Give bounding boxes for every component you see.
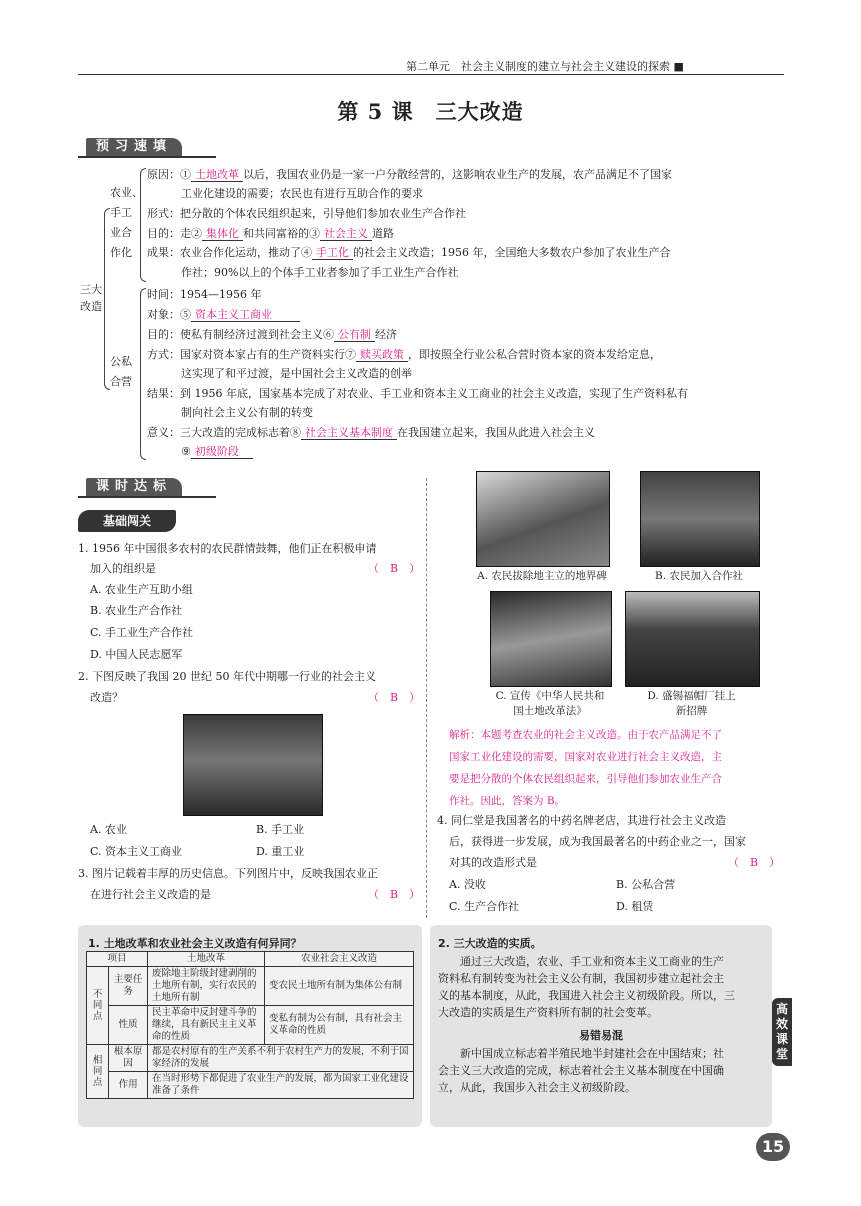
q3-photo-a xyxy=(476,471,610,567)
agri-label-3: 业合 xyxy=(110,226,132,239)
q2-option-c: C. 资本主义工商业 xyxy=(90,845,183,858)
answer-4: 手工化 xyxy=(312,246,353,260)
answer-7: 赎买政策 xyxy=(356,348,408,362)
q3-caption-b: B. 农民加入合作社 xyxy=(655,570,743,582)
q1-stem: 1. 1956 年中国很多农村的农民群情鼓舞，他们正在积极申请 xyxy=(78,542,377,555)
agri-label-2: 手工 xyxy=(110,206,132,219)
th-land-reform: 土地改革 xyxy=(148,952,265,967)
row-role-value: 在当时形势下都促进了农业生产的发展，都为国家工业化建设准备了条件 xyxy=(148,1072,414,1099)
priv-meaning-cont: ⑨ 初级阶段 xyxy=(181,445,253,459)
q4-option-c: C. 生产合作社 xyxy=(449,900,520,913)
priv-method-cont: 这实现了和平过渡，是中国社会主义改造的创举 xyxy=(181,367,412,380)
priv-object: 对象：⑤ 资本主义工商业 xyxy=(147,308,300,322)
q1-option-c: C. 手工业生产合作社 xyxy=(90,626,194,639)
q4-option-a: A. 没收 xyxy=(449,878,486,891)
agri-goal: 目的：走② 集体化 和共同富裕的③ 社会主义 道路 xyxy=(147,227,394,240)
q4-option-d: D. 租赁 xyxy=(616,900,654,913)
priv-result-cont: 制向社会主义公有制的转变 xyxy=(181,406,313,419)
q3-explanation-4: 作社。因此，答案为 B。 xyxy=(449,795,566,807)
priv-meaning: 意义：三大改造的完成标志着⑧ 社会主义基本制度 在我国建立起来，我国从此进入社会主义 xyxy=(147,426,595,439)
side-tab: 高 效 课 堂 xyxy=(772,998,792,1066)
priv-label-1: 公私 xyxy=(110,355,132,368)
note-left-title: 1. 土地改革和农业社会主义改造有何异同？ xyxy=(88,937,302,950)
q3-explanation-2: 国家工业化建设的需要，国家对农业进行社会主义改造，主 xyxy=(449,751,722,763)
q1-option-d: D. 中国人民志愿军 xyxy=(90,648,183,661)
q3-photo-b xyxy=(640,471,760,567)
agri-cause: 原因：① 土地改革 以后，我国农业仍是一家一户分散经营的，这影响农业生产的发展，农产品满足不了国家 xyxy=(147,168,672,181)
same-label: 相同点 xyxy=(87,1045,109,1099)
column-divider xyxy=(426,478,427,918)
answer-6: 公有制 xyxy=(334,328,375,342)
row-role-key: 作用 xyxy=(109,1072,148,1099)
q2-option-b: B. 手工业 xyxy=(256,823,305,836)
root-label-2: 改造 xyxy=(80,300,102,313)
answer-5: 资本主义工商业 xyxy=(191,308,300,322)
priv-label-2: 合营 xyxy=(110,375,132,388)
essence-text: 通过三大改造，农业、手工业和资本主义工商业的生产 资料私有制转变为社会主义公有制，我国初步建立起社会主 义的基本制度，从此，我国进入社会主义初级阶段。所以，三 大改造的实质是生产资料所有制的社会变革。 xyxy=(438,955,735,1019)
practice-banner: 课时达标 xyxy=(78,478,216,498)
q3-stem-cont: 在进行社会主义改造的是 xyxy=(90,888,211,901)
agri-form: 形式：把分散的个体农民组织起来，引导他们参加农业生产合作社 xyxy=(147,207,466,220)
priv-goal: 目的：使私有制经济过渡到社会主义⑥ 公有制 经济 xyxy=(147,328,397,341)
answer-9: 初级阶段 xyxy=(191,445,253,459)
preview-banner: 预习速填 xyxy=(78,138,216,158)
basic-banner: 基础闯关 xyxy=(78,510,176,532)
row-cause-key: 根本原因 xyxy=(109,1045,148,1072)
running-header: 第二单元 社会主义制度的建立与社会主义建设的探索 ■ xyxy=(406,60,684,73)
priv-result: 结果：到 1956 年底，国家基本完成了对农业、手工业和资本主义工商业的社会主义改造，实现了生产资料私有 xyxy=(147,387,688,400)
agri-label-4: 作化 xyxy=(110,246,132,259)
q2-stem: 2. 下图反映了我国 20 世纪 50 年代中期哪一行业的社会主义 xyxy=(78,670,376,683)
q4-answer: （ B ） xyxy=(728,856,781,869)
diff-label: 不同点 xyxy=(87,967,109,1045)
q4-stem-cont2: 对其的改造形式是 xyxy=(449,856,537,869)
lesson-title: 第 5 课 三大改造 xyxy=(337,99,524,124)
q4-option-b: B. 公私合营 xyxy=(616,878,676,891)
row-nature-a: 民主革命中反封建斗争的继续，具有新民主主义革命的性质 xyxy=(148,1006,265,1045)
q3-photo-d xyxy=(625,591,760,687)
q3-caption-a: A. 农民拔除地主立的地界碑 xyxy=(477,570,607,582)
comparison-table xyxy=(86,951,414,1099)
q1-option-b: B. 农业生产合作社 xyxy=(90,604,183,617)
row-nature-key: 性质 xyxy=(109,1006,148,1045)
q2-option-d: D. 重工业 xyxy=(256,845,305,858)
q2-photo xyxy=(183,714,323,816)
note-box-left xyxy=(78,925,422,1127)
row-task-key: 主要任务 xyxy=(109,967,148,1006)
page-number: 15 xyxy=(756,1133,790,1161)
answer-2: 集体化 xyxy=(202,227,243,241)
agri-brace xyxy=(140,168,146,282)
answer-3: 社会主义 xyxy=(320,227,372,241)
confuse-title: 易错易混 xyxy=(579,1029,623,1042)
answer-1: 土地改革 xyxy=(191,168,243,182)
agri-result: 成果：农业合作化运动，推动了④ 手工化 的社会主义改造；1956 年，全国绝大多数农户参加了农业生产合 xyxy=(147,246,671,259)
header-rule xyxy=(78,74,784,75)
q4-stem-cont: 后，获得进一步发展，成为我国最著名的中药企业之一，国家 xyxy=(449,835,746,848)
q1-answer: （ B ） xyxy=(368,562,421,575)
agri-label-1: 农业、 xyxy=(110,186,143,199)
q2-option-a: A. 农业 xyxy=(90,823,127,836)
q3-photo-c xyxy=(490,591,612,687)
q3-explanation-1: 解析：本题考查农业的社会主义改造。由于农产品满足不了 xyxy=(449,729,722,741)
q4-stem: 4. 同仁堂是我国著名的中药名牌老店，其进行社会主义改造 xyxy=(437,814,726,827)
q3-caption-c: C. 宣传《中华人民共和 国土地改革法》 xyxy=(495,690,605,717)
root-label-1: 三大 xyxy=(80,283,102,296)
q3-explanation-3: 要是把分散的个体农民组织起来，引导他们参加农业生产合 xyxy=(449,773,722,785)
th-item: 项目 xyxy=(87,952,148,967)
priv-brace xyxy=(140,288,146,460)
priv-method: 方式：国家对资本家占有的生产资料实行⑦ 赎买政策 ，即按照全行业公私合营时资本家的资本发给定息， xyxy=(147,348,661,361)
q1-stem-cont: 加入的组织是 xyxy=(90,562,156,575)
note-right-title: 2. 三大改造的实质。 xyxy=(438,937,542,950)
q1-option-a: A. 农业生产互助小组 xyxy=(90,583,193,596)
confuse-text: 新中国成立标志着半殖民地半封建社会在中国结束；社 会主义三大改造的完成，标志着社会主义基本制度在中国确 立，从此，我国步入社会主义初级阶段。 xyxy=(438,1047,724,1094)
note-box-right xyxy=(430,925,772,1127)
agri-cause-cont: 工业化建设的需要；农民也有进行互助合作的要求 xyxy=(181,187,423,200)
row-task-a: 废除地主阶级封建剥削的土地所有制，实行农民的土地所有制 xyxy=(148,967,265,1006)
priv-time: 时间：1954—1956 年 xyxy=(147,288,262,301)
q3-caption-d: D. 盛锡福帽厂挂上 新招牌 xyxy=(647,690,736,717)
row-nature-b: 变私有制为公有制，具有社会主义革命的性质 xyxy=(265,1006,414,1045)
answer-8: 社会主义基本制度 xyxy=(301,426,397,440)
row-cause-value: 都是农村原有的生产关系不利于农村生产力的发展，不利于国家经济的发展 xyxy=(148,1045,414,1072)
row-task-b: 变农民土地所有制为集体公有制 xyxy=(265,967,414,1006)
q3-stem: 3. 图片记载着丰厚的历史信息。下列图片中，反映我国农业正 xyxy=(78,867,378,880)
q2-answer: （ B ） xyxy=(368,691,421,704)
q2-stem-cont: 改造？ xyxy=(90,691,123,704)
q3-answer: （ B ） xyxy=(368,888,421,901)
agri-result-cont: 作社；90%以上的个体手工业者参加了手工业生产合作社 xyxy=(181,266,459,279)
th-agri-transform: 农业社会主义改造 xyxy=(265,952,414,967)
